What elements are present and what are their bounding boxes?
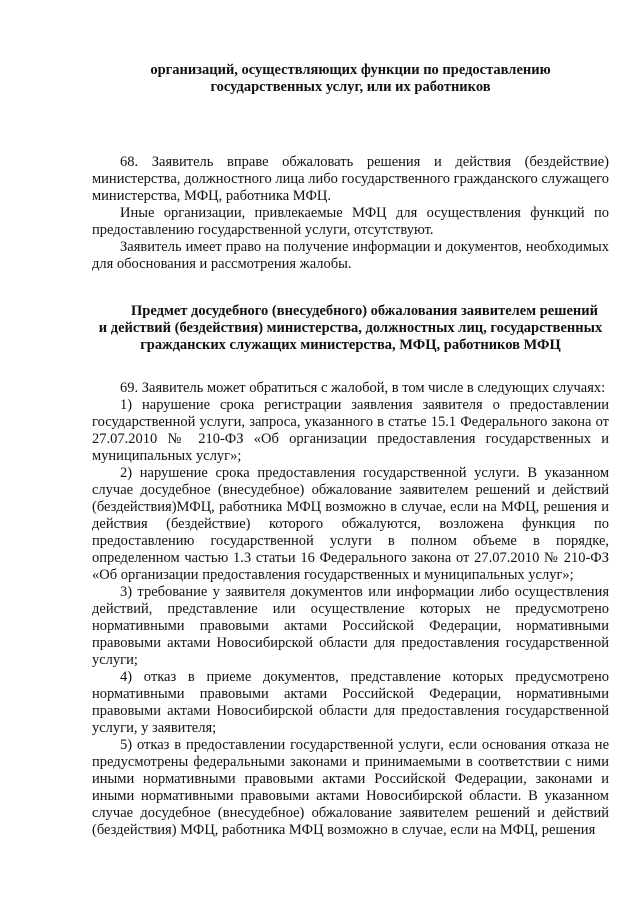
heading-line: государственных услуг, или их работников xyxy=(210,79,491,95)
heading-line: организаций, осуществляющих функции по предоставлению xyxy=(150,62,551,78)
paragraph-other-orgs: Иные организации, привлекаемые МФЦ для осуществления функций по предоставлению государственной услуги, отсутствуют. xyxy=(92,205,609,238)
paragraph-69: 69. Заявитель может обратиться с жалобой, в том числе в следующих случаях: xyxy=(120,380,606,396)
list-item-3: 3) требование у заявителя документов или информации либо осуществления действий, представление или осуществление которых не предусмотрено нормативными правовыми актами Российской Федерации, нормативными правовыми актами Новосибирской области для предоставления государственной услуги; xyxy=(92,584,609,668)
list-item-5: 5) отказ в предоставлении государственной услуги, если основания отказа не предусмотрены федеральными законами и принимаемыми в соответствии с ними иными нормативными правовыми актами Российской Федерации, законами и иными нормативными правовыми актами Новосибирской области. В указанном случае досудебное (внесудебное) обжалование заявителем решений и действий (бездействия) МФЦ, работника МФЦ возможно в случае, если на МФЦ, решения xyxy=(92,737,609,838)
section-heading-top xyxy=(92,62,609,96)
section-appeal-rights xyxy=(92,154,609,273)
list-item-1: 1) нарушение срока регистрации заявления заявителя о предоставлении государственной услуги, запроса, указанного в статье 15.1 Федерального закона от 27.07.2010 № 210-ФЗ «Об организации предоставления государственных и муниципальных услуг»; xyxy=(92,397,609,464)
paragraph-68: 68. Заявитель вправе обжаловать решения и действия (бездействие) министерства, должностного лица либо государственного гражданского служащего министерства, МФЦ, работника МФЦ. xyxy=(92,154,609,204)
section-appeal-subject xyxy=(92,380,609,839)
section-heading-subject: Предмет досудебного (внесудебного) обжалования заявителем решений и действий (бездействия) министерства, должностных лиц, государственных гражданских служащих министерства, МФЦ, работников МФЦ xyxy=(98,303,603,353)
list-item-2: 2) нарушение срока предоставления государственной услуги. В указанном случае досудебное (внесудебное) обжалование заявителем решений и действий (бездействия)МФЦ, работника МФЦ возможно в случае, если на МФЦ, решения и действия (бездействие) которого обжалуются, возложена функция по предоставлению государственной услуги в полном объеме в порядке, определенном частью 1.3 статьи 16 Федерального закона от 27.07.2010 № 210-ФЗ «Об организации предоставления государственных и муниципальных услуг»; xyxy=(92,465,609,583)
paragraph-info-rights: Заявитель имеет право на получение информации и документов, необходимых для обоснования и рассмотрения жалобы. xyxy=(92,239,609,272)
list-item-4: 4) отказ в приеме документов, представление которых предусмотрено нормативными правовыми актами Российской Федерации, нормативными правовыми актами Новосибирской области для предоставления государственной услуги, у заявителя; xyxy=(92,669,609,736)
